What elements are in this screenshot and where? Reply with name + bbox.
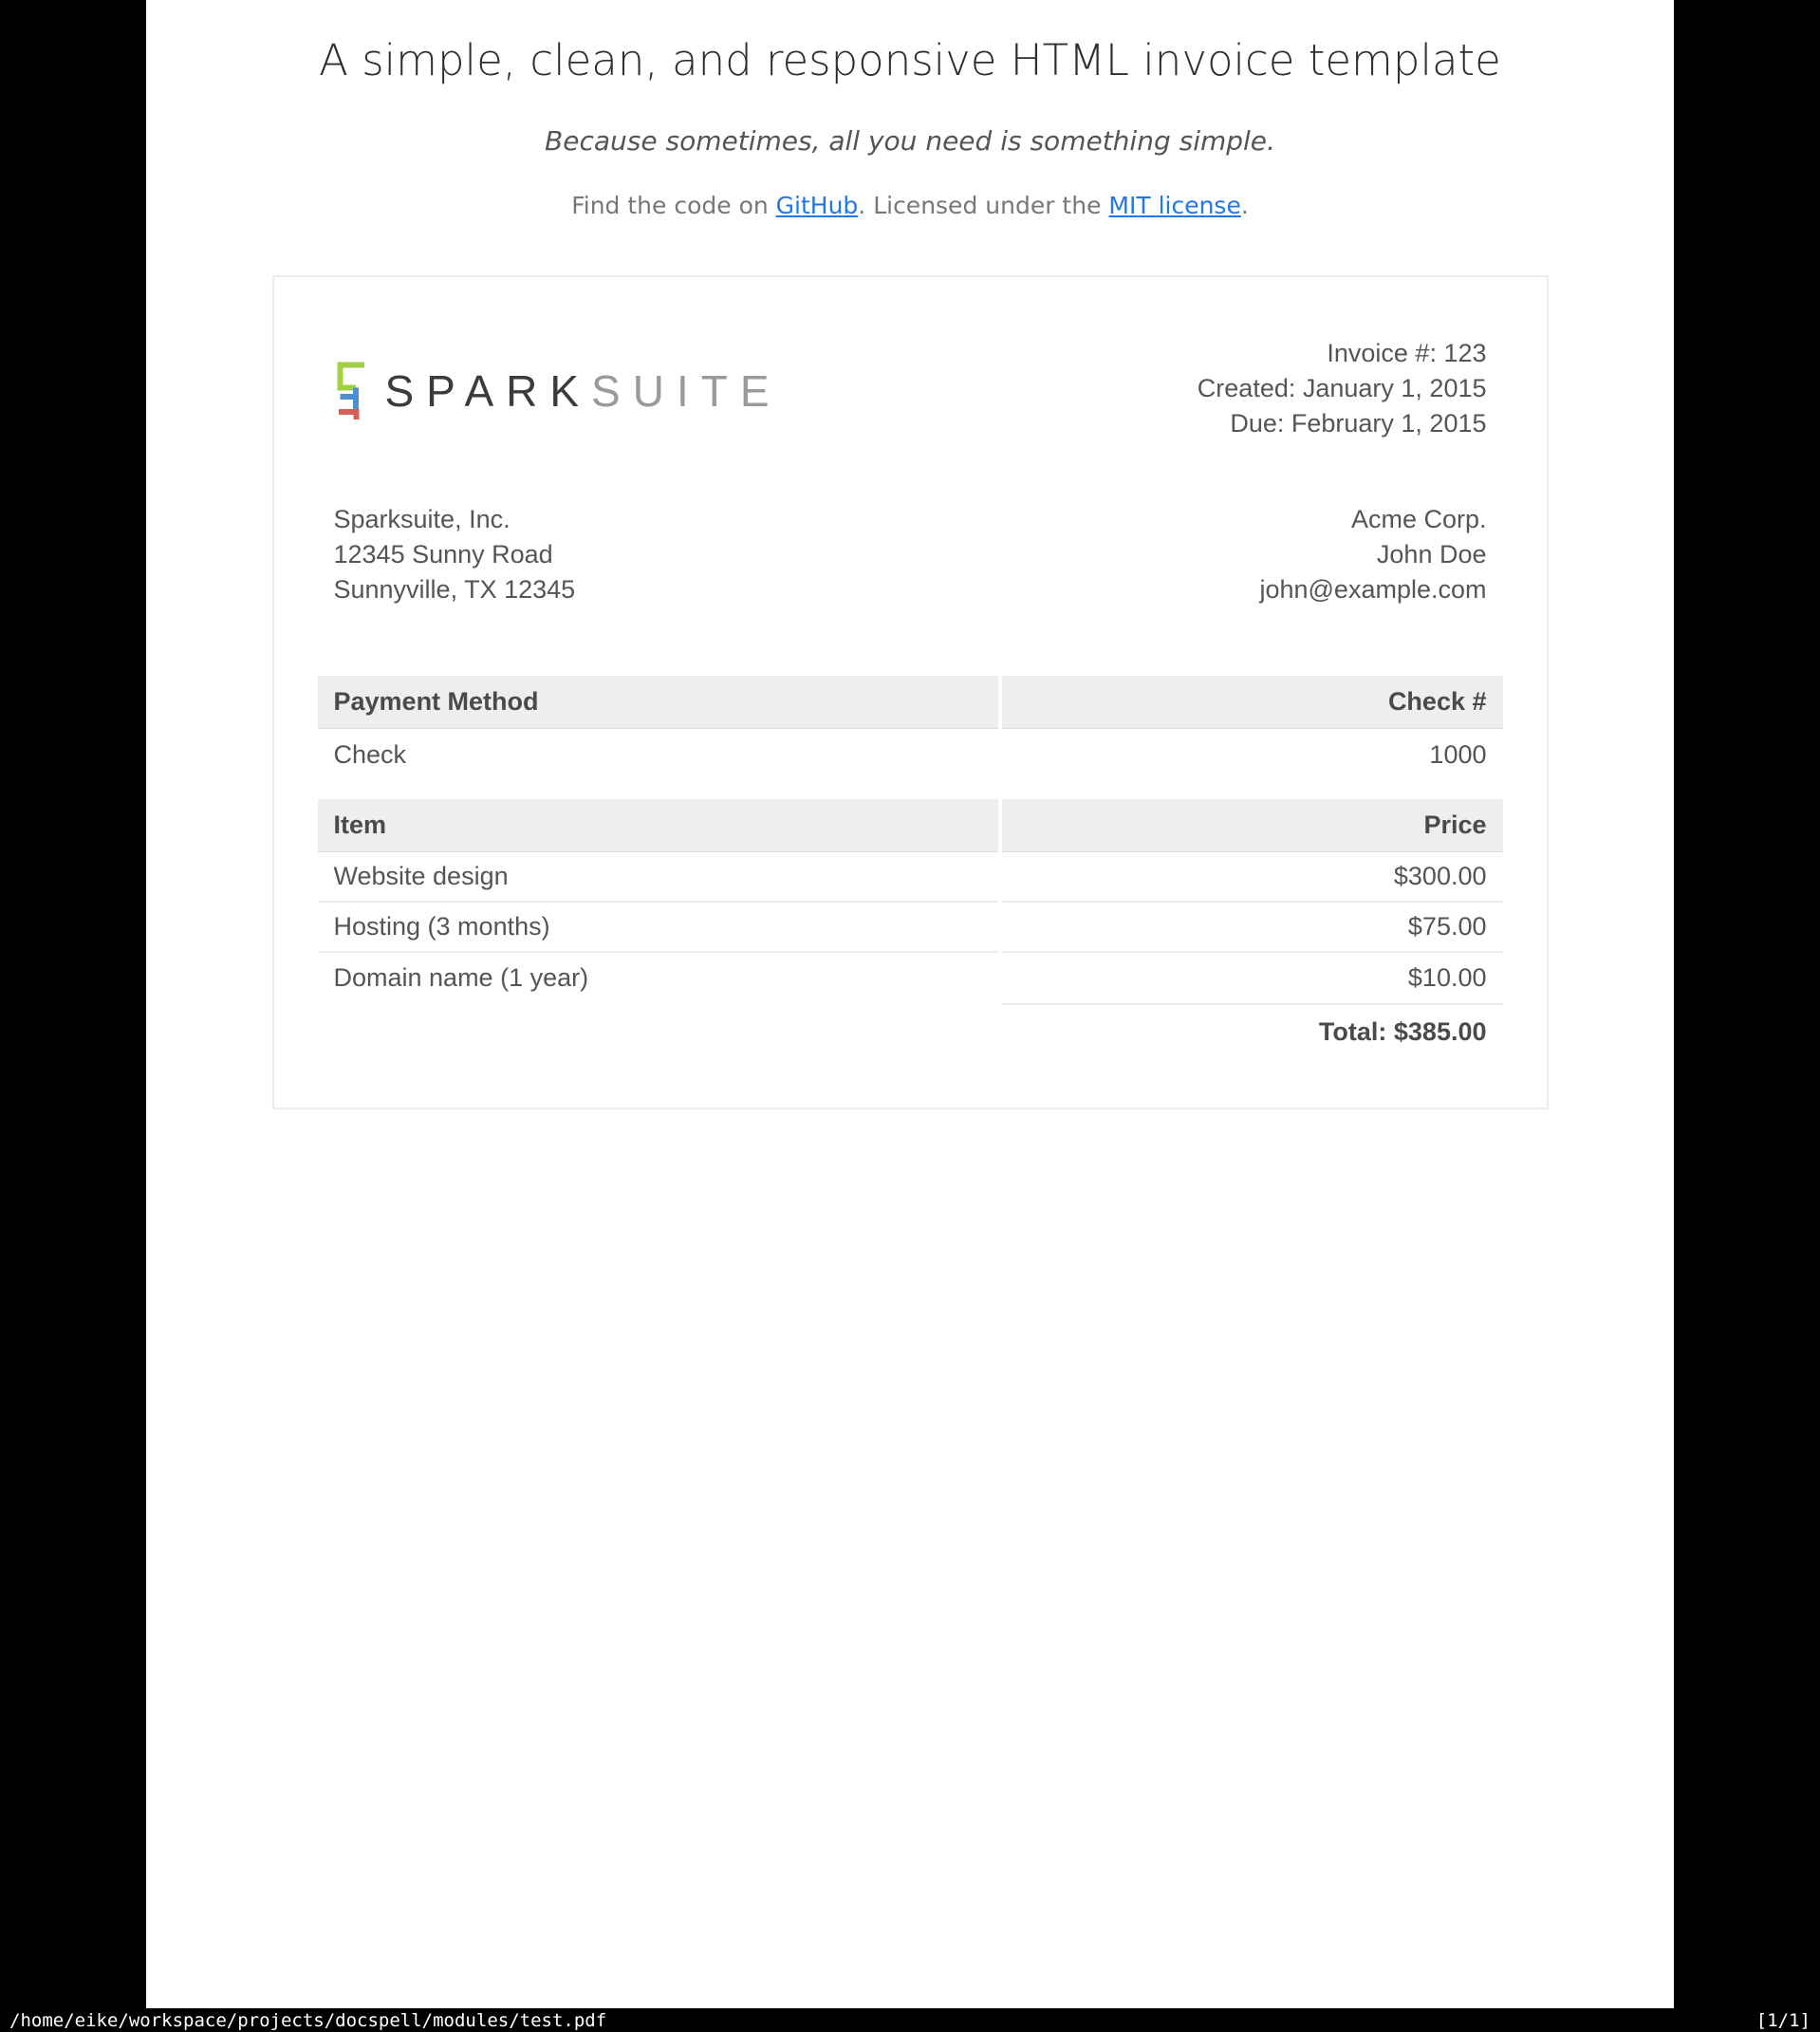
page-indicator: [1/1] [1755, 2009, 1811, 2031]
price-header: Price [1002, 799, 1503, 852]
from-city: Sunnyville, TX 12345 [333, 575, 576, 604]
page-title: A simple, clean, and responsive HTML invoice template [319, 35, 1501, 85]
payment-method-header: Payment Method [318, 676, 998, 729]
sparksuite-logo [318, 340, 782, 441]
invoice-created-date: Created: January 1, 2015 [1197, 374, 1487, 402]
invoice-due-date: Due: February 1, 2015 [1230, 409, 1487, 438]
address-from [334, 502, 576, 607]
logo-wordmark [385, 365, 782, 417]
invoice-table [318, 676, 1503, 1050]
from-street: 12345 Sunny Road [333, 540, 553, 569]
address-to [1259, 502, 1486, 607]
link-line [146, 190, 1674, 222]
payment-method-value: Check [333, 740, 407, 769]
item-row [318, 953, 1503, 1003]
link-line-suffix: . [1240, 192, 1249, 219]
invoice-box [272, 275, 1549, 1109]
check-number-header: Check # [1002, 676, 1503, 729]
check-number-value: 1000 [1429, 740, 1487, 769]
from-company: Sparksuite, Inc. [333, 505, 511, 533]
github-link[interactable]: GitHub [775, 192, 859, 219]
invoice-total: Total: $385.00 [1002, 1003, 1503, 1050]
invoice-header-row [318, 340, 1503, 441]
link-line-middle: . Licensed under the [858, 192, 1109, 219]
item-name: Hosting (3 months) [318, 903, 998, 953]
item-price: $300.00 [1002, 852, 1503, 903]
item-row [318, 852, 1503, 903]
sparksuite-logo-icon [334, 361, 366, 420]
to-company: Acme Corp. [1350, 505, 1487, 533]
mit-license-link[interactable]: MIT license [1108, 192, 1241, 219]
to-email: john@example.com [1259, 575, 1487, 604]
payment-row [318, 729, 1503, 792]
pdf-page [146, 0, 1674, 2008]
address-row [318, 502, 1503, 607]
item-row [318, 903, 1503, 953]
total-row [318, 1003, 1503, 1050]
item-price: $75.00 [1002, 903, 1503, 953]
item-name: Domain name (1 year) [333, 963, 589, 992]
page-subtitle: Because sometimes, all you need is something simple. [545, 125, 1275, 157]
status-bar [0, 2008, 1820, 2032]
invoice-number: Invoice #: 123 [1327, 339, 1487, 367]
payment-table-header [318, 676, 1503, 729]
logo-word-spark: SPARK [384, 365, 592, 416]
item-table-header [318, 799, 1503, 852]
to-person: John Doe [1376, 540, 1487, 569]
link-line-prefix: Find the code on [571, 192, 776, 219]
item-name: Website design [318, 852, 998, 903]
invoice-meta [1198, 336, 1503, 441]
item-header: Item [318, 799, 998, 852]
logo-word-suite: SUITE [591, 365, 782, 416]
item-price: $10.00 [1407, 963, 1487, 992]
file-path: /home/eike/workspace/projects/docspell/modules/test.pdf [9, 2009, 607, 2031]
